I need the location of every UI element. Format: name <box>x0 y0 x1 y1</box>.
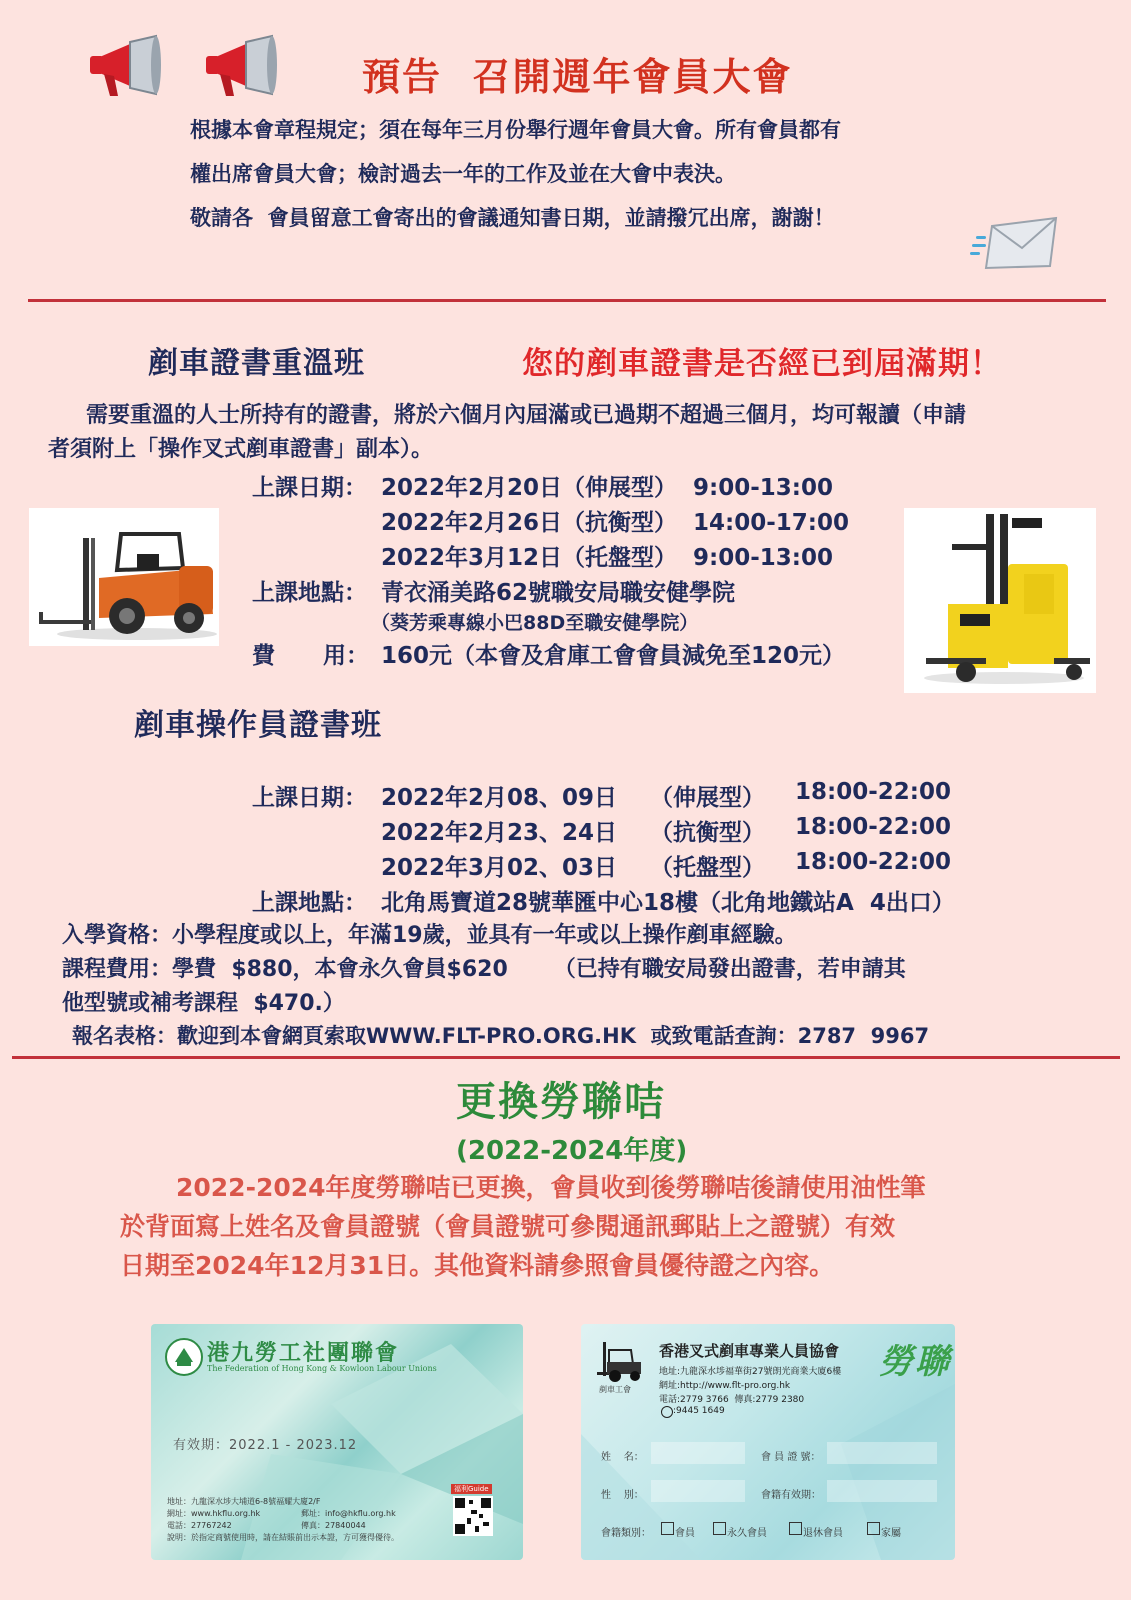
card-front-email: 郵址：info@hkflu.org.hk <box>301 1509 396 1518</box>
notice-line: 權出席會員大會；檢討過去一年的工作及並在大會中表決。 <box>190 162 736 186</box>
forklift-logo-icon <box>597 1338 649 1384</box>
refresher-date: 2022年3月12日（托盤型） 9:00-13:00 <box>381 545 834 571</box>
card-back-tel: 電話:2779 3766 傳真:2779 2380 <box>659 1395 805 1405</box>
card-renew-body <box>120 1168 1040 1285</box>
refresher-fee-label: 費 用： <box>252 643 370 669</box>
operator-date: 2022年2月23、24日 <box>381 820 618 846</box>
operator-fee: 課程費用：學費 $880，本會永久會員$620 （已持有職安局發出證書，若申請其 <box>62 957 906 982</box>
type-option: 永久會員 <box>727 1528 767 1539</box>
type-option: 會員 <box>675 1528 695 1539</box>
federation-logo-icon <box>165 1338 203 1376</box>
card-front-address: 地址：九龍深水埗大埔道6-8號福耀大廈2/F <box>167 1497 321 1506</box>
card-front-org-en: The Federation of Hong Kong & Kowloon Labour Unions <box>207 1364 437 1373</box>
operator-type: （抗衡型） <box>650 820 765 846</box>
operator-type: （伸展型） <box>650 785 765 811</box>
refresher-venue: 青衣涌美路62號職安局職安健學院 <box>381 580 736 606</box>
section-divider <box>12 1056 1120 1059</box>
card-renew-line: 日期至2024年12月31日。其他資料請參照會員優待證之內容。 <box>120 1251 835 1280</box>
type-label: 會籍類別： <box>601 1528 651 1539</box>
valid-field <box>827 1480 937 1502</box>
card-back-whatsapp: :9445 1649 <box>673 1406 725 1416</box>
membership-card-front <box>151 1324 523 1560</box>
name-label: 姓 名： <box>601 1452 644 1463</box>
card-renew-line: 2022-2024年度勞聯咭已更換，會員收到後勞聯咭後請使用油性筆 <box>176 1173 926 1202</box>
expiry-warning: 您的剷車證書是否經已到屆滿期！ <box>522 346 1002 382</box>
card-front-validity: 有效期：2022.1 - 2023.12 <box>173 1438 358 1453</box>
refresher-fee: 160元（本會及倉庫工會會員減免至120元） <box>381 643 846 669</box>
card-renew-line: 於背面寫上姓名及會員證號（會員證號可參閱通訊郵貼上之證號）有效 <box>120 1212 896 1241</box>
envelope-icon <box>970 214 1062 272</box>
operator-title: 剷車操作員證書班 <box>134 708 382 743</box>
megaphone-icon <box>200 34 278 100</box>
refresher-date-label: 上課日期： <box>252 475 367 501</box>
logo-caption: 剷車工會 <box>599 1385 631 1394</box>
intro-line: 者須附上「操作叉式剷車證書」副本）。 <box>48 437 434 462</box>
intro-line: 需要重溫的人士所持有的證書，將於六個月內屆滿或已過期不超過三個月，均可報讀（申請 <box>86 403 967 428</box>
card-renew-title: 更換勞聯咭 <box>456 1079 666 1125</box>
refresher-title: 剷車證書重溫班 <box>148 346 365 381</box>
type-checkbox <box>867 1522 880 1535</box>
gender-field <box>651 1480 745 1502</box>
refresher-date: 2022年2月26日（抗衡型） 14:00-17:00 <box>381 510 850 536</box>
registration-info: 報名表格：歡迎到本會網頁索取WWW.FLT-PRO.ORG.HK 或致電話查詢：2787 9967 <box>72 1024 930 1048</box>
operator-date-label: 上課日期： <box>252 785 367 811</box>
notice-line: 根據本會章程規定；須在每年三月份舉行週年會員大會。所有會員都有 <box>190 118 841 142</box>
card-front-org: 港九勞工社團聯會 <box>207 1340 400 1366</box>
forklift-photo-counterbalance <box>29 508 219 646</box>
member-no-label: 會 員 證 號： <box>761 1452 821 1463</box>
type-option: 家屬 <box>881 1528 901 1539</box>
operator-time: 18:00-22:00 <box>795 814 951 840</box>
refresher-venue-note: （葵芳乘專線小巴88D至職安健學院） <box>371 612 699 634</box>
operator-type: （托盤型） <box>650 855 765 881</box>
card-back-web: 網址:http://www.flt-pro.org.hk <box>659 1381 791 1391</box>
name-field <box>651 1442 745 1464</box>
notice-body <box>190 108 990 240</box>
operator-time: 18:00-22:00 <box>795 779 951 805</box>
forklift-photo-reach <box>904 508 1096 693</box>
section-divider <box>28 299 1106 302</box>
operator-eligibility: 入學資格：小學程度或以上，年滿19歲，並具有一年或以上操作剷車經驗。 <box>62 923 797 948</box>
whatsapp-icon <box>661 1406 673 1418</box>
refresher-venue-label: 上課地點： <box>252 580 367 606</box>
card-renew-subtitle: (2022-2024年度) <box>456 1136 688 1166</box>
card-front-fax: 傳真：27840044 <box>301 1521 366 1530</box>
type-checkbox <box>713 1522 726 1535</box>
operator-date: 2022年3月02、03日 <box>381 855 618 881</box>
card-front-tel: 電話：27767242 <box>167 1521 232 1530</box>
type-checkbox <box>789 1522 802 1535</box>
valid-label: 會籍有效期： <box>761 1490 821 1501</box>
operator-venue-label: 上課地點： <box>252 890 367 916</box>
card-front-web: 網址：www.hkflu.org.hk <box>167 1509 261 1518</box>
megaphone-icon <box>84 34 162 100</box>
operator-time: 18:00-22:00 <box>795 849 951 875</box>
member-no-field <box>827 1442 937 1464</box>
card-back-address: 地址:九龍深水埗福華街27號朗光商業大廈6樓 <box>659 1367 842 1377</box>
notice-title: 預告 召開週年會員大會 <box>362 55 793 99</box>
operator-fee-cont: 他型號或補考課程 $470.） <box>62 991 345 1016</box>
notice-line: 敬請各 會員留意工會寄出的會議通知書日期，並請撥冗出席，謝謝！ <box>190 206 835 230</box>
qr-label: 福利Guide <box>451 1484 492 1494</box>
membership-card-back <box>581 1324 955 1560</box>
card-front-note: 說明：於指定商號使用時，請在結賬前出示本證，方可獲得優待。 <box>167 1533 399 1542</box>
operator-venue: 北角馬寶道28號華匯中心18樓（北角地鐵站A 4出口） <box>381 890 955 916</box>
card-back-org: 香港叉式剷車專業人員協會 <box>659 1342 840 1360</box>
qr-code-icon <box>453 1496 493 1536</box>
type-checkbox <box>661 1522 674 1535</box>
refresher-intro <box>48 399 1118 467</box>
gender-label: 性 別： <box>601 1490 644 1501</box>
refresher-date: 2022年2月20日（伸展型） 9:00-13:00 <box>381 475 834 501</box>
type-option: 退休會員 <box>803 1528 843 1539</box>
labour-badge: 勞聯 <box>879 1342 951 1382</box>
operator-date: 2022年2月08、09日 <box>381 785 618 811</box>
